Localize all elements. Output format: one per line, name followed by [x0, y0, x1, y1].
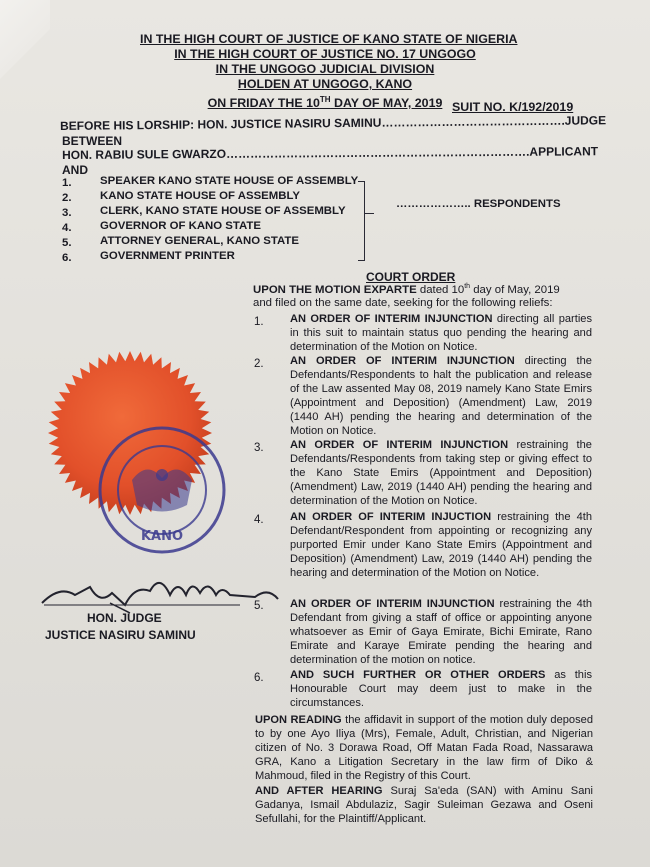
between-label: BETWEEN — [62, 134, 122, 148]
relief-5: AN ORDER OF INTERIM INJUNCTION restraining the 4th Defendant from giving a staff of office or appointing anyone whatsoever as Emir of Gaya Emirate, Bichi Emirate, Rano Emirate and Karaye Emirate pending the hearing and determination of the motion on notice. — [290, 598, 592, 666]
relief-num-5: 5. — [254, 600, 264, 612]
respondent-num-2: 2. — [62, 192, 72, 204]
respondents-bracket — [358, 181, 365, 261]
applicant-line: HON. RABIU SULE GWARZO………………………………………………………………….APPLICANT — [62, 144, 599, 162]
signature-name: JUSTICE NASIRU SAMINU — [45, 628, 196, 642]
bracket-tick — [364, 213, 374, 214]
respondent-name-6: GOVERNMENT PRINTER — [100, 250, 235, 262]
respondent-num-3: 3. — [62, 207, 72, 219]
relief-2: AN ORDER OF INTERIM INJUNCTION directing the Defendants/Respondents to halt the publication and release of the Law assented May 08, 2019 namely Kano State Emirs (Appointment and Deposition) (Amendment) Law, 2019 (1440 AH) pending the hearing and determination of the Motion on Notice. — [290, 355, 592, 437]
motion-intro-line2: and filed on the same date, seeking for the following reliefs: — [253, 297, 553, 309]
court-header-line4: HOLDEN AT UNGOGO, KANO — [237, 77, 413, 91]
signature-title: HON. JUDGE — [87, 611, 162, 625]
after-hearing-paragraph: AND AFTER HEARING Suraj Sa'eda (SAN) with Aminu Sani Gadanya, Ismail Abdulaziz, Sagir Suleiman Gezawa and Oseni Sefullahi, for the Plaintiff/Applicant. — [255, 785, 594, 825]
relief-num-1: 1. — [254, 316, 264, 328]
and-label: AND — [62, 163, 88, 177]
court-order-title: COURT ORDER — [366, 270, 456, 284]
relief-4: AN ORDER OF INTERIM INJUCTION restraining the 4th Defendant/Respondent from appointing or recognizing any purported Emir under Kano State Emirs (Appointment and Deposition) (Amendment) Law, 2019 (1440 AH) pending the hearing and determination of the Motion on Notice. — [290, 511, 592, 579]
court-header-line1: IN THE HIGH COURT OF JUSTICE OF KANO STATE OF NIGERIA — [140, 32, 518, 46]
relief-6: AND SUCH FURTHER OR OTHER ORDERS as this Honourable Court may deem just to make in the circumstances. — [290, 669, 592, 709]
respondent-name-1: SPEAKER KANO STATE HOUSE OF ASSEMBLY — [100, 175, 359, 187]
stamp-text: KANO — [140, 529, 184, 544]
relief-num-4: 4. — [254, 514, 264, 526]
suit-number: SUIT NO. K/192/2019 — [452, 100, 574, 114]
judge-signature — [40, 565, 280, 615]
relief-num-2: 2. — [254, 358, 264, 370]
court-stamp — [92, 420, 232, 560]
respondent-name-4: GOVERNOR OF KANO STATE — [100, 220, 261, 232]
relief-num-6: 6. — [254, 672, 264, 684]
upon-reading-paragraph: UPON READING the affidavit in support of the motion duly deposed to by one Ayo Iliya (Mrs), Female, Adult, Christian, and Nigerian citizen of No. 3 Dorawa Road, Off Matan Fada Road, Nassarawa GRA, Kano a Litigation Secretary in the law firm of Diko & Mahmoud, filed in the Registry of this Court. — [255, 714, 593, 782]
respondent-name-3: CLERK, KANO STATE HOUSE OF ASSEMBLY — [100, 205, 346, 217]
respondent-num-4: 4. — [62, 222, 72, 234]
respondent-num-5: 5. — [62, 237, 72, 249]
page-fold — [0, 0, 50, 100]
hearing-date: ON FRIDAY THE 10TH DAY OF MAY, 2019 — [207, 95, 443, 111]
respondent-num-6: 6. — [62, 252, 72, 264]
before-judge-line: BEFORE HIS LORSHIP: HON. JUSTICE NASIRU SAMINU……………………………………….JUDGE — [60, 113, 607, 133]
relief-num-3: 3. — [254, 442, 264, 454]
court-header-line3: IN THE UNGOGO JUDICIAL DIVISION — [215, 62, 435, 76]
respondent-name-5: ATTORNEY GENERAL, KANO STATE — [100, 235, 299, 247]
respondent-num-1: 1. — [62, 177, 72, 189]
respondent-name-2: KANO STATE HOUSE OF ASSEMBLY — [100, 190, 300, 202]
relief-1: AN ORDER OF INTERIM INJUNCTION directing all parties in this suit to maintain status quo pending the hearing and determination of the Motion on Notice. — [290, 313, 592, 353]
respondents-label: ……………….. RESPONDENTS — [396, 198, 561, 210]
court-header-line2: IN THE HIGH COURT OF JUSTICE NO. 17 UNGOGO — [174, 47, 476, 61]
motion-intro-line1: UPON THE MOTION EXPARTE dated 10th day of May, 2019 — [253, 283, 560, 296]
relief-3: AN ORDER OF INTERIM INJUNCTION restraining the Defendants/Respondents from taking step or giving effect to the Kano State Emirs (Appointment and Deposition) (Amendment) Law, 2019 (1440 AH) pending the hearing and determination of the Motion on Notice. — [290, 439, 592, 507]
